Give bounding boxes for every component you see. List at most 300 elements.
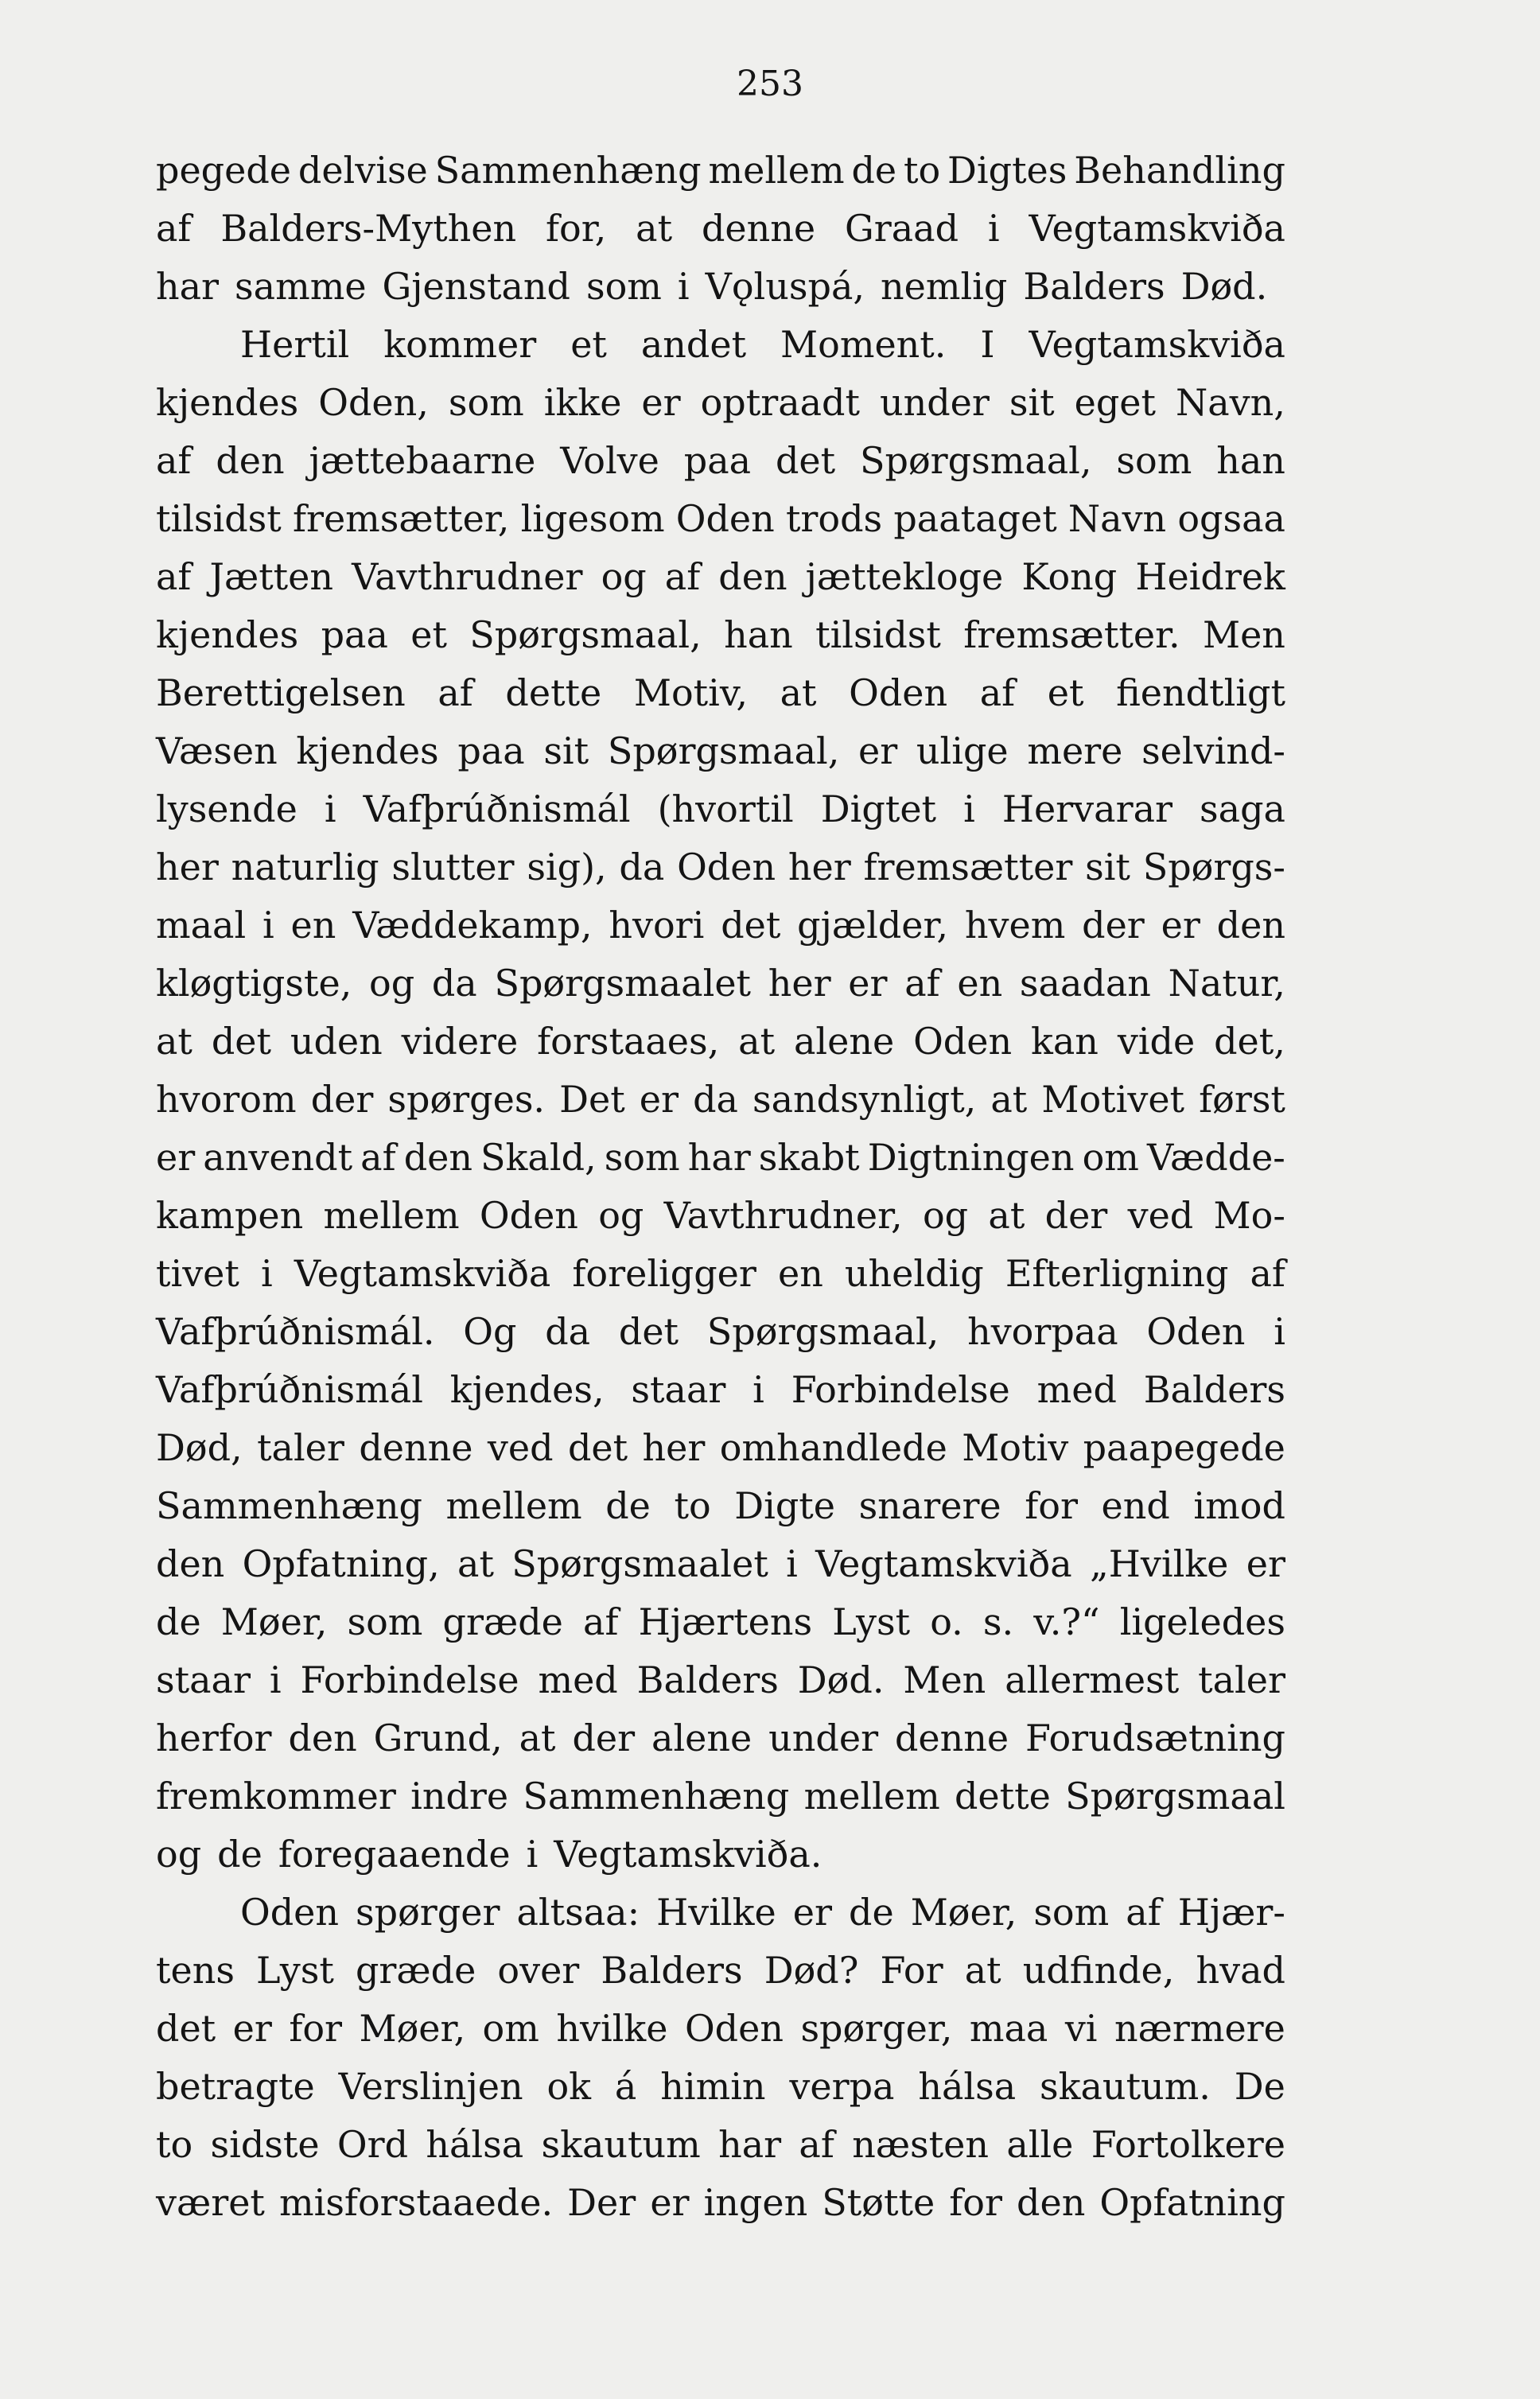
word: Spørgsmaalet: [494, 962, 752, 1005]
text-line: [156, 2058, 1285, 2116]
word: tens: [156, 1949, 235, 1992]
word: de: [849, 1891, 894, 1934]
word: staar: [156, 1658, 251, 1701]
word: fremsætter.: [963, 613, 1180, 656]
word: forstaaes,: [537, 1020, 720, 1063]
word: da: [545, 1310, 591, 1353]
word: de: [851, 149, 897, 192]
word: (hvortil: [657, 787, 794, 830]
text-line: [156, 606, 1285, 664]
text-line: [156, 955, 1285, 1013]
word: Død.: [797, 1658, 885, 1701]
word: kommer: [383, 323, 537, 366]
word: hvem: [964, 904, 1066, 947]
word: Oden: [675, 497, 775, 540]
word: at: [519, 1717, 556, 1759]
word: sidste: [210, 2123, 320, 2166]
word: et: [410, 613, 447, 656]
word: end: [1101, 1484, 1170, 1527]
word: Mo-: [1213, 1194, 1285, 1237]
word: og: [922, 1194, 969, 1237]
word: kan: [1030, 1020, 1099, 1063]
word: af: [904, 962, 940, 1005]
word: tilsidst: [156, 497, 282, 540]
text-line: [156, 1651, 1285, 1709]
word: kjendes: [156, 381, 299, 424]
word: Vafþrúðnismál: [156, 1368, 423, 1411]
word: Berettigelsen: [156, 671, 406, 714]
word: at: [988, 1194, 1025, 1237]
word: om: [1082, 1136, 1139, 1179]
text-line: [156, 722, 1285, 780]
word: Efterligning: [1005, 1252, 1229, 1295]
text-line: [156, 1709, 1285, 1767]
word: den: [288, 1717, 357, 1759]
word: hvorpaa: [967, 1310, 1118, 1353]
word: allermest: [1005, 1658, 1180, 1701]
word: er: [232, 2007, 272, 2050]
word: omhandlede: [719, 1426, 947, 1469]
word: der: [1082, 904, 1145, 947]
word: Oden: [684, 2007, 784, 2050]
word: maa: [969, 2007, 1048, 2050]
word: er: [848, 962, 888, 1005]
word: og: [598, 1194, 644, 1237]
word: i: [987, 207, 1000, 250]
text-line: [156, 258, 1285, 316]
word: fremsætter,: [292, 497, 510, 540]
word: Motivet: [1041, 1078, 1185, 1121]
word: hvorom: [156, 1078, 297, 1121]
word: at: [457, 1542, 494, 1585]
word: to: [674, 1484, 711, 1527]
word: det: [211, 1020, 271, 1063]
word: det: [567, 1426, 628, 1469]
word: i: [677, 265, 690, 308]
word: Møer,: [220, 1600, 328, 1643]
word: misforstaaede.: [278, 2181, 554, 2224]
word: det: [721, 904, 781, 947]
text-line: [156, 2174, 1285, 2232]
word: den: [1017, 2181, 1086, 2224]
word: videre: [401, 1020, 519, 1063]
text-line: [156, 1129, 1285, 1187]
word: er: [639, 1078, 679, 1121]
word: denne: [359, 1426, 473, 1469]
word: Opfatning,: [242, 1542, 440, 1585]
word: af: [156, 207, 192, 250]
word: Balders-Mythen: [220, 207, 517, 250]
word: som: [1116, 439, 1192, 482]
word: Navn: [1068, 497, 1167, 540]
word: ogsaa: [1177, 497, 1285, 540]
word: herfor: [156, 1717, 272, 1759]
word: Møer,: [359, 2007, 466, 2050]
word: foreligger: [572, 1252, 756, 1295]
word: mellem: [803, 1775, 940, 1818]
word: græde: [355, 1949, 476, 1992]
word: uheldig: [844, 1252, 984, 1295]
text-line: [156, 374, 1285, 432]
word: det: [618, 1310, 679, 1353]
word: Død,: [156, 1426, 243, 1469]
text-line: [156, 316, 1285, 374]
word: sit: [543, 729, 589, 772]
word: med: [1036, 1368, 1117, 1411]
word: har: [718, 2123, 782, 2166]
text-line: [156, 1884, 1285, 1942]
word: lysende: [156, 787, 298, 830]
word: Der: [567, 2181, 636, 2224]
word: „Hvilke: [1089, 1542, 1229, 1585]
word: trods: [785, 497, 883, 540]
word: og: [156, 1833, 202, 1876]
word: Død.: [1180, 265, 1268, 308]
word: o.: [930, 1600, 963, 1643]
word: anvendt: [203, 1136, 353, 1179]
word: alle: [1006, 2123, 1074, 2166]
word: Sammenhæng: [156, 1484, 422, 1527]
word: taler: [257, 1426, 344, 1469]
word: mellem: [445, 1484, 582, 1527]
word: at: [636, 207, 673, 250]
word: sig),: [527, 846, 607, 888]
word: nemlig: [881, 265, 1008, 308]
word: er: [641, 381, 681, 424]
word: Død?: [764, 1949, 859, 1992]
word: en: [777, 1252, 823, 1295]
word: Oden: [677, 846, 776, 888]
word: Støtte: [822, 2181, 935, 2224]
word: hálsa: [918, 2065, 1017, 2108]
word: alene: [793, 1020, 895, 1063]
word: to: [903, 149, 941, 192]
word: her: [156, 846, 219, 888]
word: her: [642, 1426, 706, 1469]
word: de: [605, 1484, 651, 1527]
word: Navn,: [1175, 381, 1285, 424]
text-line: [156, 1419, 1285, 1477]
word: saadan: [1019, 962, 1151, 1005]
word: spørger: [356, 1891, 500, 1934]
word: saga: [1200, 787, 1285, 830]
word: betragte: [156, 2065, 315, 2108]
word: ulige: [916, 729, 1009, 772]
word: hálsa: [426, 2123, 524, 2166]
word: ikke: [543, 381, 622, 424]
word: paa: [683, 439, 752, 482]
word: Vafþrúðnismál: [363, 787, 631, 830]
word: tivet: [156, 1252, 239, 1295]
word: Møer,: [910, 1891, 1017, 1934]
word: For: [880, 1949, 943, 1992]
word: den: [216, 439, 285, 482]
text-line: [156, 490, 1285, 548]
word: for: [289, 2007, 343, 2050]
word: á: [614, 2065, 637, 2108]
word: Vafþrúðnismál.: [156, 1310, 435, 1353]
word: mellem: [323, 1194, 460, 1237]
word: Oden: [479, 1194, 578, 1237]
word: den: [403, 1136, 472, 1179]
word: sandsynligt,: [752, 1078, 977, 1121]
word: Hvilke: [656, 1891, 776, 1934]
word: Men: [1202, 613, 1285, 656]
word: i: [324, 787, 336, 830]
word: Vegtamskviða.: [554, 1833, 822, 1876]
word: Grund,: [373, 1717, 503, 1759]
word: af: [799, 2123, 834, 2166]
word: Digtningen: [867, 1136, 1075, 1179]
word: her: [768, 962, 831, 1005]
text-line: [156, 1942, 1285, 2000]
word: den: [718, 555, 788, 598]
word: ligeledes: [1119, 1600, 1285, 1643]
word: at: [990, 1078, 1028, 1121]
word: fremsætter: [863, 846, 1073, 888]
word: staar: [631, 1368, 726, 1411]
word: slutter: [391, 846, 515, 888]
word: kjendes,: [449, 1368, 605, 1411]
word: kjendes: [156, 613, 299, 656]
word: Oden: [913, 1020, 1013, 1063]
word: Forbindelse: [791, 1368, 1010, 1411]
word: næsten: [852, 2123, 989, 2166]
word: af: [1250, 1252, 1285, 1295]
word: s.: [982, 1600, 1014, 1643]
word: i: [963, 787, 975, 830]
word: Oden: [849, 671, 948, 714]
word: paapegede: [1083, 1426, 1285, 1469]
word: om: [482, 2007, 539, 2050]
text-line: [156, 548, 1285, 606]
word: Spørgsmaal: [1065, 1775, 1285, 1818]
word: Kong: [1021, 555, 1118, 598]
word: Lyst: [832, 1600, 911, 1643]
word: nærmere: [1114, 2007, 1285, 2050]
word: der: [1044, 1194, 1108, 1237]
word: været: [156, 2181, 265, 2224]
word: Oden: [240, 1891, 340, 1934]
word: Spørgsmaal,: [469, 613, 702, 656]
word: sit: [1085, 846, 1130, 888]
text-line: [156, 896, 1285, 955]
text-line: [156, 1187, 1285, 1245]
word: at: [964, 1949, 1001, 1992]
word: kampen: [156, 1194, 304, 1237]
word: Vegtamskviða: [1029, 207, 1285, 250]
word: Balders: [636, 1658, 779, 1701]
word: Gjenstand: [382, 265, 570, 308]
word: andet: [640, 323, 747, 366]
word: denne: [894, 1717, 1009, 1759]
word: spørger,: [800, 2007, 953, 2050]
word: v.?“: [1033, 1600, 1100, 1643]
word: udfinde,: [1022, 1949, 1175, 1992]
text-line: [156, 1245, 1285, 1303]
word: Vǫluspá,: [705, 265, 865, 308]
word: i: [1274, 1310, 1285, 1353]
word: pegede: [156, 149, 292, 192]
word: Men: [903, 1658, 986, 1701]
word: af: [664, 555, 701, 598]
word: Moment.: [780, 323, 947, 366]
word: Vegtamskviða: [294, 1252, 551, 1295]
word: I: [980, 323, 995, 366]
text-line: [156, 1825, 1285, 1884]
word: Oden,: [318, 381, 429, 424]
word: den: [156, 1542, 225, 1585]
word: fiendtligt: [1116, 671, 1285, 714]
word: indre: [410, 1775, 509, 1818]
word: samme: [235, 265, 367, 308]
word: og: [601, 555, 647, 598]
word: det: [156, 2007, 216, 2050]
word: Spørgsmaal,: [860, 439, 1092, 482]
word: to: [156, 2123, 193, 2166]
text-line: [156, 2000, 1285, 2058]
word: Graad: [844, 207, 959, 250]
word: ved: [1127, 1194, 1194, 1237]
text-line: [156, 1477, 1285, 1535]
word: i: [269, 1658, 282, 1701]
word: i: [526, 1833, 539, 1876]
word: Digtes: [947, 149, 1068, 192]
word: Spørgs-: [1142, 846, 1285, 888]
word: en: [290, 904, 336, 947]
word: ligesom: [520, 497, 665, 540]
word: et: [570, 323, 607, 366]
word: da: [693, 1078, 738, 1121]
word: som: [1033, 1891, 1110, 1934]
word: Hervarar: [1001, 787, 1172, 830]
word: Hjær-: [1177, 1891, 1285, 1934]
word: skautum.: [1040, 2065, 1211, 2108]
word: det,: [1214, 1020, 1285, 1063]
word: hvori: [609, 904, 705, 947]
text-line: [156, 1013, 1285, 1071]
word: naturlig: [231, 846, 379, 888]
word: her: [788, 846, 851, 888]
word: først: [1199, 1078, 1285, 1121]
word: er: [1161, 904, 1200, 947]
word: vide: [1117, 1020, 1196, 1063]
word: under: [768, 1717, 879, 1759]
word: i: [752, 1368, 764, 1411]
word: som: [586, 265, 662, 308]
word: Det: [559, 1078, 625, 1121]
word: Heidrek: [1135, 555, 1285, 598]
word: kløgtigste,: [156, 962, 352, 1005]
word: Jætten: [209, 555, 334, 598]
word: skabt: [758, 1136, 860, 1179]
word: en: [957, 962, 1003, 1005]
text-line: [156, 432, 1285, 490]
word: at: [780, 671, 817, 714]
word: det: [775, 439, 836, 482]
word: Forbindelse: [300, 1658, 519, 1701]
word: spørges.: [387, 1078, 546, 1121]
word: fremkommer: [156, 1775, 396, 1818]
word: han: [724, 613, 793, 656]
word: Opfatning: [1099, 2181, 1285, 2224]
word: er: [1246, 1542, 1285, 1585]
word: som: [448, 381, 524, 424]
text-line: [156, 142, 1285, 200]
word: Digte: [734, 1484, 835, 1527]
word: der: [310, 1078, 374, 1121]
word: af: [979, 671, 1016, 714]
word: jættekloge: [805, 555, 1004, 598]
text-line: [156, 1767, 1285, 1825]
word: dette: [505, 671, 602, 714]
word: Behandling: [1074, 149, 1285, 192]
word: uden: [290, 1020, 383, 1063]
word: er: [858, 729, 898, 772]
word: er: [156, 1136, 196, 1179]
word: foregaaende: [278, 1833, 511, 1876]
word: paataget: [893, 497, 1057, 540]
word: Balders: [1143, 1368, 1285, 1411]
text-line: [156, 1593, 1285, 1651]
word: Skald,: [480, 1136, 597, 1179]
word: hvilke: [556, 2007, 668, 2050]
word: Sammenhæng: [523, 1775, 790, 1818]
word: har: [687, 1136, 751, 1179]
word: paa: [457, 729, 525, 772]
word: Spørgsmaal,: [607, 729, 840, 772]
text-line: [156, 1535, 1285, 1593]
word: Hjærtens: [638, 1600, 813, 1643]
word: som: [347, 1600, 423, 1643]
word: er: [650, 2181, 690, 2224]
word: Natur,: [1168, 962, 1285, 1005]
word: himin: [660, 2065, 766, 2108]
word: gjælder,: [797, 904, 949, 947]
text-line: [156, 1303, 1285, 1361]
word: Ord: [336, 2123, 409, 2166]
word: mellem: [708, 149, 845, 192]
word: som: [604, 1136, 680, 1179]
word: altsaa:: [516, 1891, 640, 1934]
word: græde: [442, 1600, 563, 1643]
word: jættebaarne: [309, 439, 536, 482]
word: kjendes: [296, 729, 439, 772]
word: hvad: [1196, 1949, 1285, 1992]
word: for: [949, 2181, 1002, 2224]
word: Forudsætning: [1025, 1717, 1285, 1759]
word: af: [360, 1136, 396, 1179]
word: Motiv,: [633, 671, 749, 714]
word: taler: [1198, 1658, 1285, 1701]
word: Balders: [601, 1949, 743, 1992]
word: i: [262, 904, 274, 947]
word: Spørgsmaal,: [706, 1310, 939, 1353]
word: af: [583, 1600, 619, 1643]
word: ved: [487, 1426, 554, 1469]
text-line: [156, 838, 1285, 896]
word: vi: [1064, 2007, 1098, 2050]
word: Væddekamp,: [352, 904, 593, 947]
word: Hertil: [240, 323, 350, 366]
text-line: [156, 664, 1285, 722]
word: sit: [1009, 381, 1055, 424]
word: delvise: [298, 149, 428, 192]
word: paa: [321, 613, 388, 656]
word: i: [786, 1542, 798, 1585]
page-number: 253: [737, 64, 803, 104]
word: med: [538, 1658, 618, 1701]
